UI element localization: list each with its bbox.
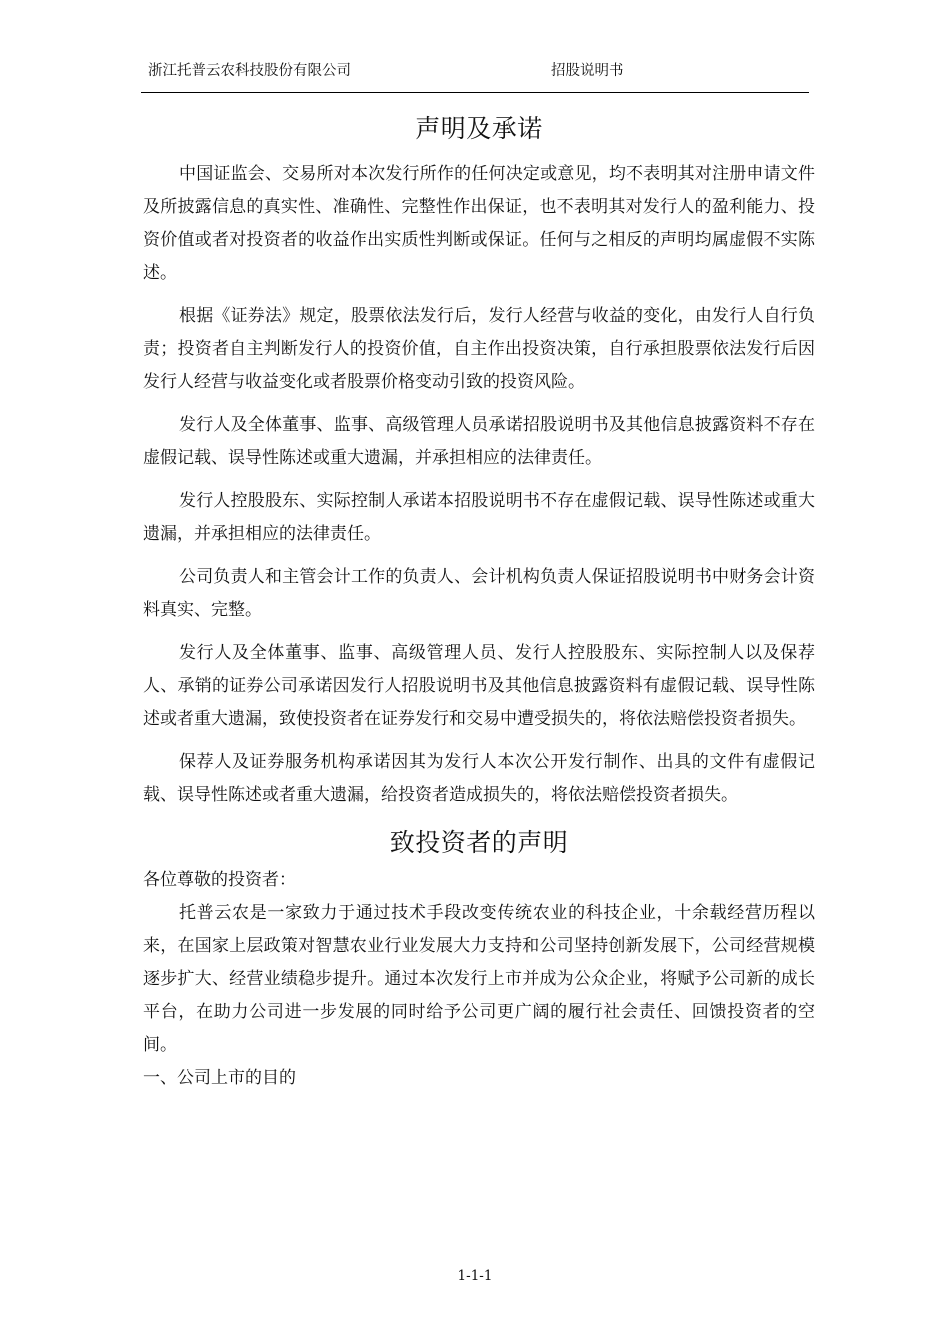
declaration-paragraph: 保荐人及证券服务机构承诺因其为发行人本次公开发行制作、出具的文件有虚假记载、误导性陈述或者重大遗漏，给投资者造成损失的，将依法赔偿投资者损失。 — [143, 752, 815, 805]
subheading: 一、公司上市的目的 — [143, 1068, 296, 1088]
section-title-declaration: 声明及承诺 — [415, 114, 543, 143]
declaration-paragraph: 中国证监会、交易所对本次发行所作的任何决定或意见，均不表明其对注册申请文件及所披露信息的真实性、准确性、完整性作出保证，也不表明其对发行人的盈利能力、投资价值或者对投资者的收益作出实质性判断或保证。任何与之相反的声明均属虚假不实陈述。 — [143, 164, 815, 283]
declaration-paragraph: 发行人及全体董事、监事、高级管理人员承诺招股说明书及其他信息披露资料不存在虚假记载、误导性陈述或重大遗漏，并承担相应的法律责任。 — [143, 415, 815, 468]
investor-letter-paragraph: 托普云农是一家致力于通过技术手段改变传统农业的科技企业，十余载经营历程以来，在国家上层政策对智慧农业行业发展大力支持和公司坚持创新发展下，公司经营规模逐步扩大、经营业绩稳步提升。通过本次发行上市并成为公众企业，将赋予公司新的成长平台，在助力公司进一步发展的同时给予公司更广阔的履行社会责任、回馈投资者的空间。 — [143, 903, 815, 1055]
header-document-type: 招股说明书 — [551, 63, 624, 79]
salutation: 各位尊敬的投资者： — [143, 870, 296, 890]
declaration-paragraph: 发行人控股股东、实际控制人承诺本招股说明书不存在虚假记载、误导性陈述或重大遗漏，并承担相应的法律责任。 — [143, 491, 815, 544]
header-company-name: 浙江托普云农科技股份有限公司 — [148, 63, 351, 79]
declaration-paragraph: 公司负责人和主管会计工作的负责人、会计机构负责人保证招股说明书中财务会计资料真实、完整。 — [143, 567, 815, 620]
page-number: 1-1-1 — [457, 1268, 493, 1284]
declaration-paragraph: 根据《证券法》规定，股票依法发行后，发行人经营与收益的变化，由发行人自行负责；投资者自主判断发行人的投资价值，自主作出投资决策，自行承担股票依法发行后因发行人经营与收益变化或者股票价格变动引致的投资风险。 — [143, 306, 815, 392]
page-content — [143, 112, 815, 1095]
page-header — [141, 56, 809, 93]
section-title-investor-letter: 致投资者的声明 — [389, 828, 569, 857]
declaration-paragraph: 发行人及全体董事、监事、高级管理人员、发行人控股股东、实际控制人以及保荐人、承销的证券公司承诺因发行人招股说明书及其他信息披露资料有虚假记载、误导性陈述或者重大遗漏，致使投资者在证券发行和交易中遭受损失的，将依法赔偿投资者损失。 — [143, 643, 815, 729]
